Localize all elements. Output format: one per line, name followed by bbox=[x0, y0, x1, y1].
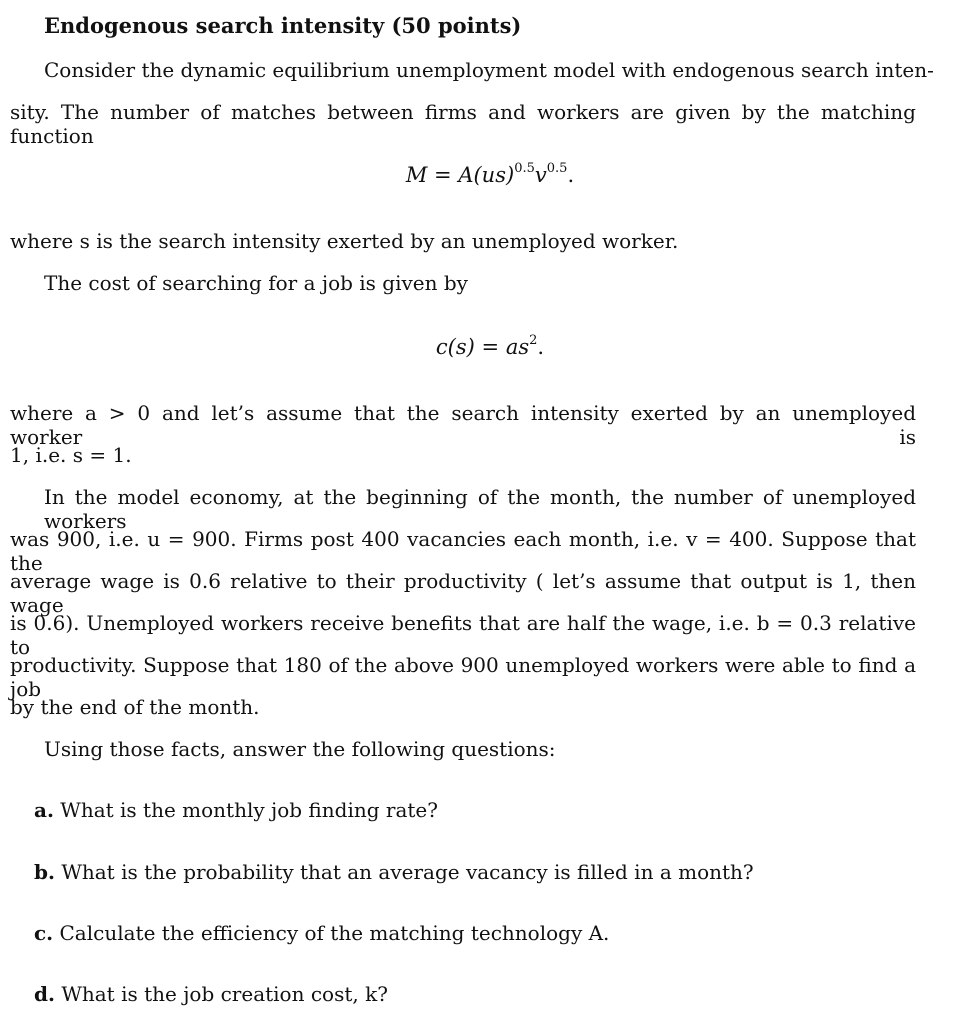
economy-line-4: is 0.6). Unemployed workers receive benefits that are half the wage, i.e. b = 0.3 relative to bbox=[10, 611, 916, 659]
equation-exponent-2: 0.5 bbox=[546, 161, 568, 176]
cost-period: . bbox=[537, 335, 545, 359]
equation-period: . bbox=[567, 163, 575, 187]
question-a-label: a. bbox=[34, 798, 54, 822]
economy-line-6: by the end of the month. bbox=[10, 695, 260, 719]
cost-exponent: 2 bbox=[529, 333, 538, 348]
question-b-text: What is the probability that an average vacancy is filled in a month? bbox=[61, 860, 754, 884]
question-b-label: b. bbox=[34, 860, 55, 884]
economy-line-5: productivity. Suppose that 180 of the above 900 unemployed workers were able to find a job bbox=[10, 653, 916, 701]
question-d bbox=[34, 982, 388, 1006]
economy-line-3: average wage is 0.6 relative to their productivity ( let’s assume that output is 1, then wage bbox=[10, 569, 916, 617]
cost-equals: = bbox=[474, 335, 506, 359]
intro-line-1: Consider the dynamic equilibrium unemployment model with endogenous search inten- bbox=[44, 58, 934, 82]
question-c bbox=[34, 921, 609, 945]
where-s-line: where s is the search intensity exerted by an unemployed worker. bbox=[10, 229, 679, 253]
equation-equals: = bbox=[427, 163, 459, 187]
question-b bbox=[34, 860, 754, 884]
question-c-label: c. bbox=[34, 921, 54, 945]
matching-function-equation bbox=[0, 160, 980, 190]
section-title: Endogenous search intensity (50 points) bbox=[44, 13, 522, 38]
question-d-text: What is the job creation cost, k? bbox=[61, 982, 388, 1006]
equation-exponent-1: 0.5 bbox=[514, 161, 535, 176]
equation-rhs-base: A(us) bbox=[458, 163, 515, 187]
cost-intro-line: The cost of searching for a job is given by bbox=[44, 271, 468, 295]
economy-line-2: was 900, i.e. u = 900. Firms post 400 vacancies each month, i.e. v = 400. Suppose that the bbox=[10, 527, 916, 575]
cost-function-equation bbox=[0, 332, 980, 362]
question-c-text: Calculate the efficiency of the matching technology A. bbox=[59, 921, 610, 945]
cost-lhs: c(s) bbox=[435, 335, 475, 359]
using-facts-line: Using those facts, answer the following questions: bbox=[44, 737, 556, 761]
question-a-text: What is the monthly job finding rate? bbox=[60, 798, 438, 822]
equation-lhs: M bbox=[405, 163, 428, 187]
economy-line-1: In the model economy, at the beginning of the month, the number of unemployed workers bbox=[44, 485, 916, 533]
assumption-line-2: 1, i.e. s = 1. bbox=[10, 443, 132, 467]
equation-v: v bbox=[534, 163, 547, 187]
question-a bbox=[34, 798, 438, 822]
question-d-label: d. bbox=[34, 982, 55, 1006]
assumption-line-1: where a > 0 and let’s assume that the search intensity exerted by an unemployed worker is bbox=[10, 401, 916, 449]
intro-line-2: sity. The number of matches between firms and workers are given by the matching function bbox=[10, 100, 916, 148]
cost-rhs: as bbox=[505, 335, 530, 359]
